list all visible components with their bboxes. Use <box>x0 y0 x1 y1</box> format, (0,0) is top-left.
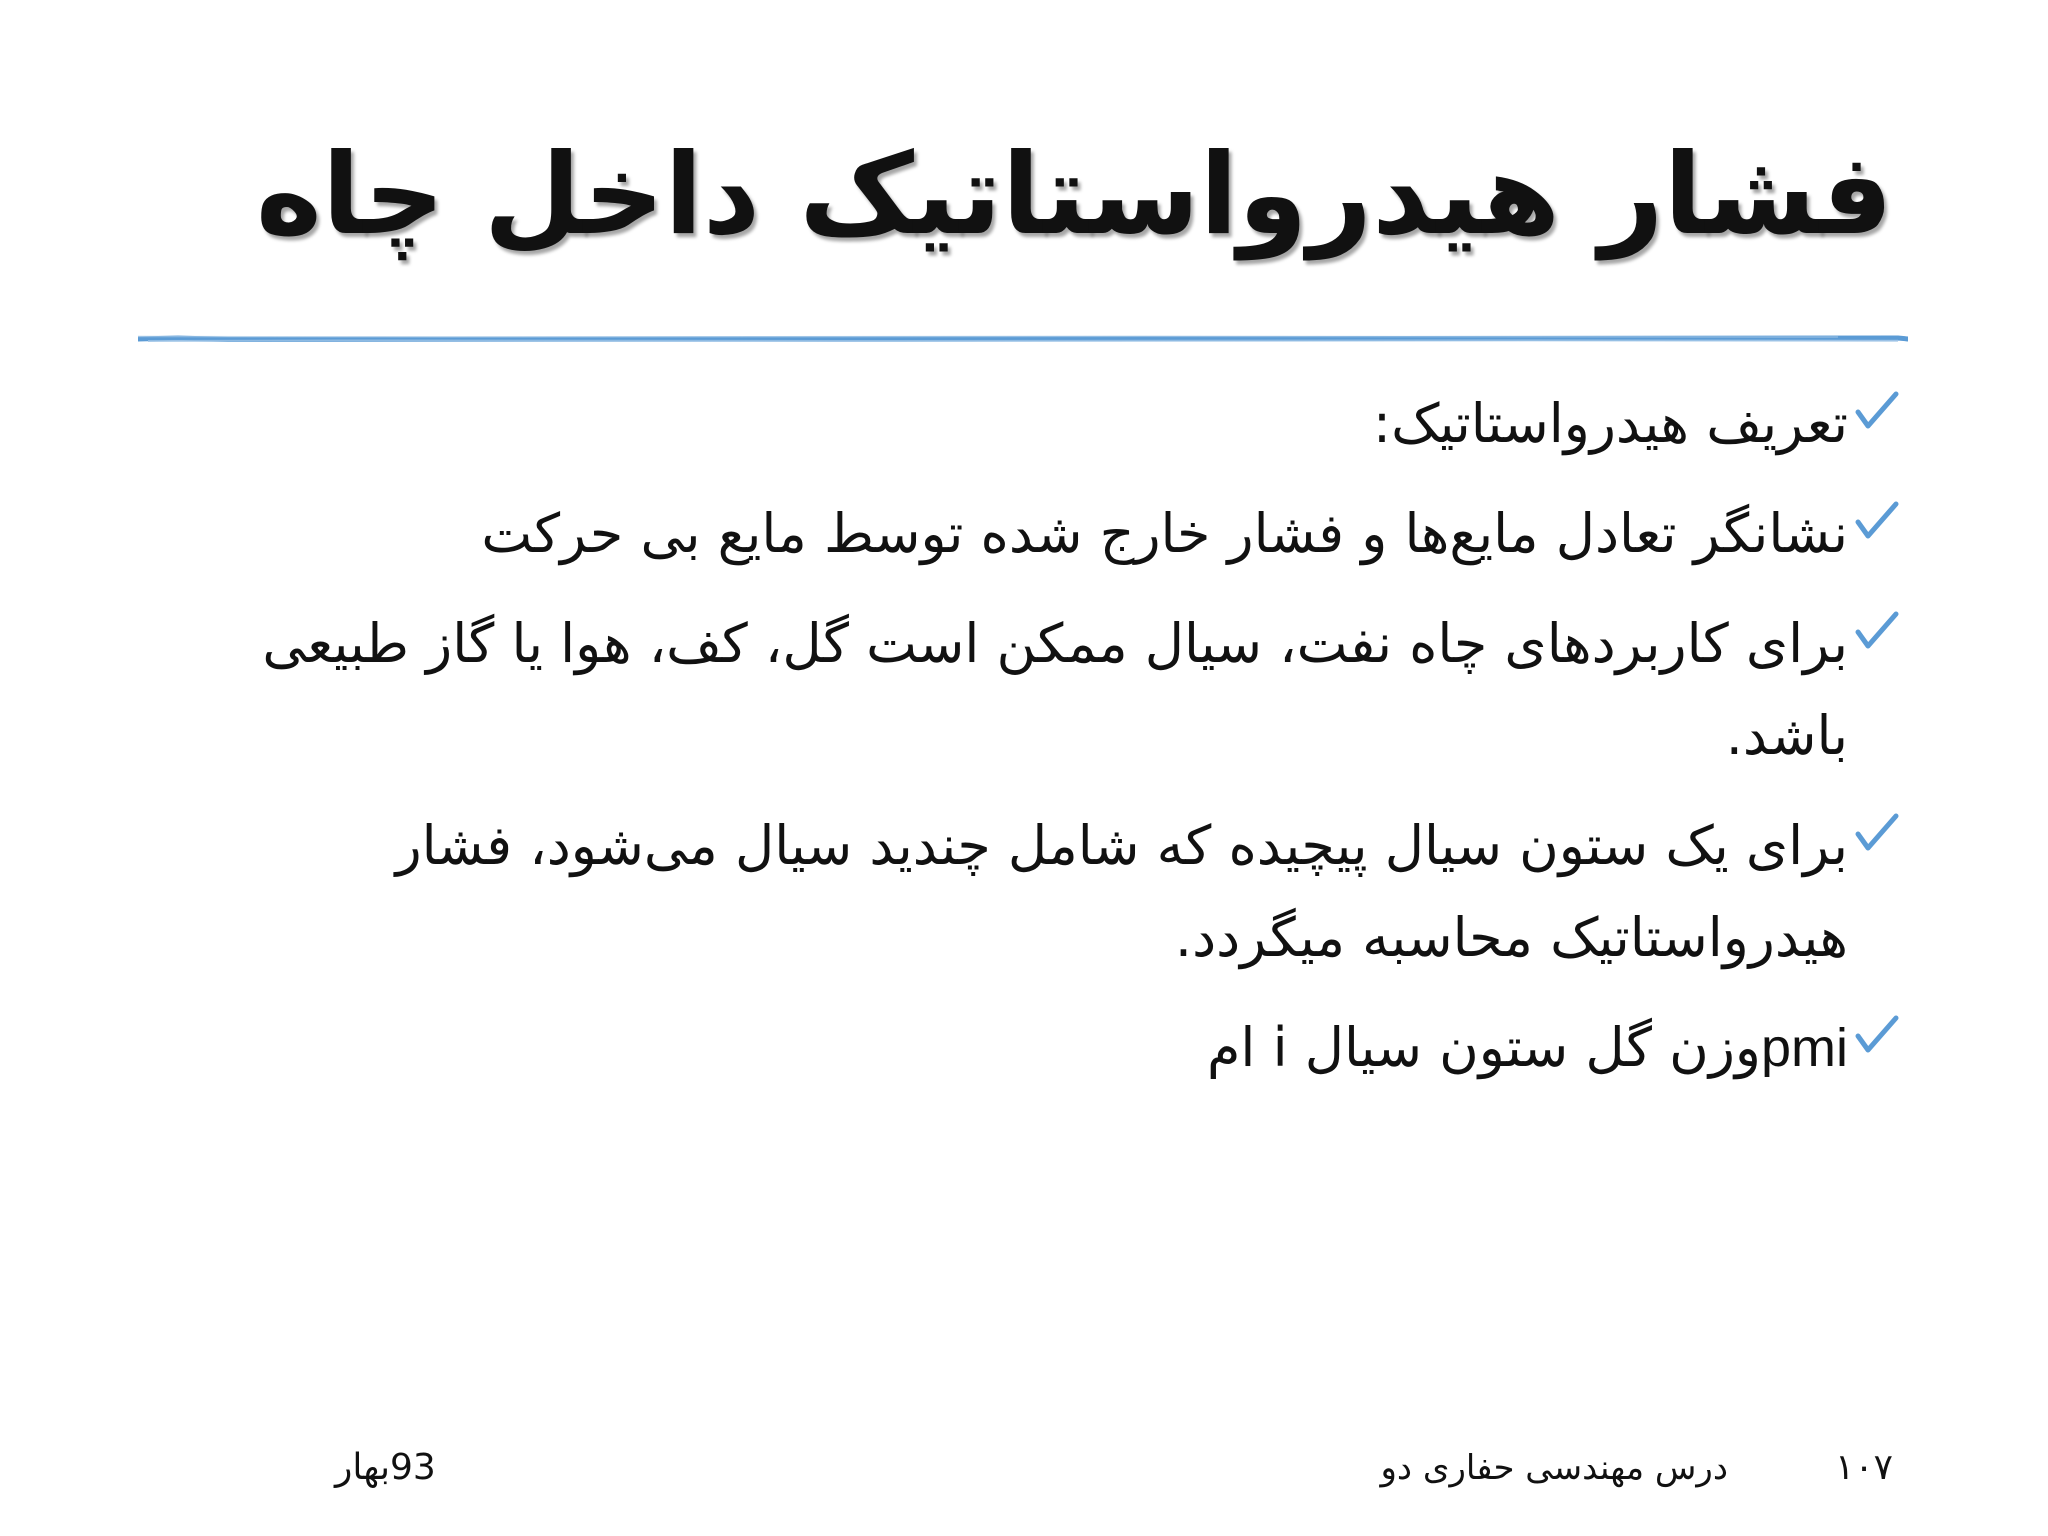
bullet-item <box>200 598 1900 782</box>
bullet-text: وزن گل ستون سیال i ام <box>1206 1016 1761 1079</box>
bullet-text: برای کاربردهای چاه نفت، سیال ممکن است گل، کف، هوا یا گاز طبیعی باشد. <box>262 612 1848 767</box>
checkmark-icon <box>1854 498 1900 544</box>
page-number: ۱۰۷ <box>1834 1447 1893 1488</box>
bullet-item <box>200 488 1900 580</box>
checkmark-icon <box>1854 388 1900 434</box>
pmi-symbol: pmi <box>1760 1018 1848 1078</box>
title-divider <box>138 334 1908 344</box>
checkmark-icon <box>1854 1012 1900 1058</box>
checkmark-icon <box>1854 608 1900 654</box>
bullet-item <box>200 378 1900 470</box>
bullet-text: تعریف هیدرواستاتیک: <box>1372 392 1848 455</box>
footer-course-title: درس مهندسی حفاری دو <box>1380 1448 1728 1488</box>
bullet-item <box>200 800 1900 984</box>
bullet-item <box>200 1002 1900 1094</box>
bullet-text: برای یک ستون سیال پیچیده که شامل چندید سیال می‌شود، فشار هیدرواستاتیک محاسبه میگردد. <box>395 814 1848 969</box>
bullet-list <box>200 378 1900 1112</box>
bullet-text: نشانگر تعادل مایع‌ها و فشار خارج شده توسط مایع بی حرکت <box>481 502 1848 565</box>
slide-title: فشار هیدرواستاتیک داخل چاه <box>255 130 1893 260</box>
footer-date: 93بهار <box>335 1447 436 1488</box>
checkmark-icon <box>1854 810 1900 856</box>
